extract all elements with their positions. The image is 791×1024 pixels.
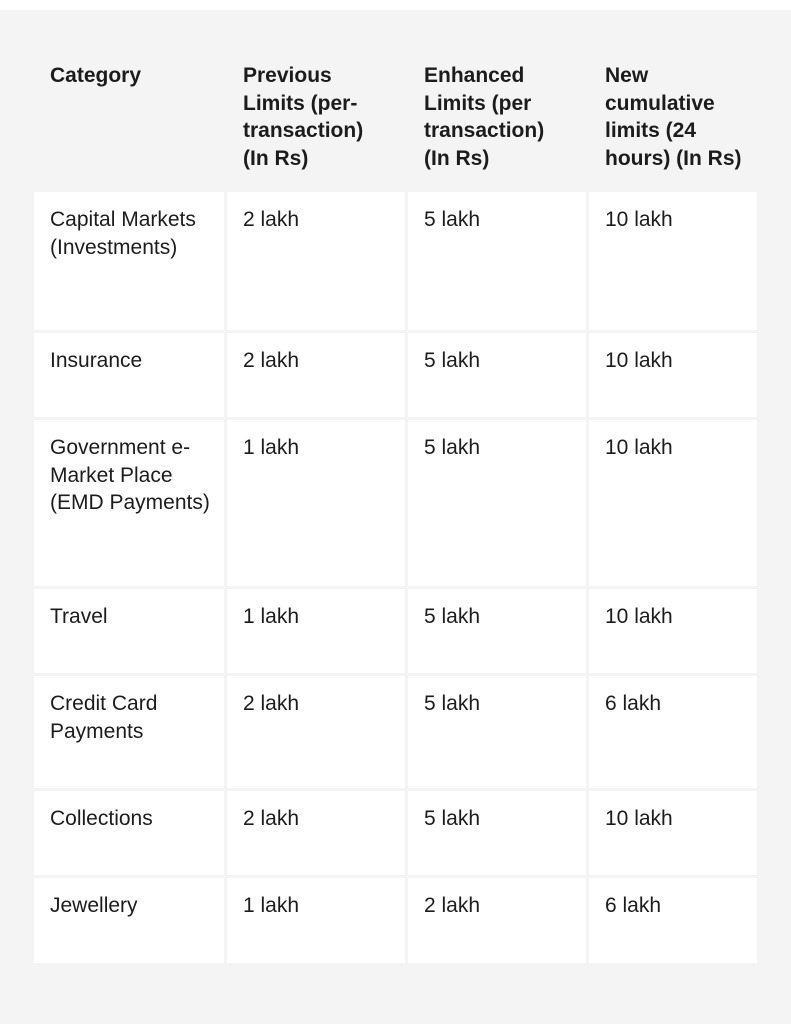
limits-table	[31, 7, 760, 966]
enhanced-limit-cell: 5 lakh	[408, 192, 586, 330]
table-row	[34, 676, 757, 788]
previous-limit-cell: 1 lakh	[227, 878, 405, 963]
table-row	[34, 589, 757, 673]
cumulative-limit-cell: 10 lakh	[589, 589, 757, 673]
limits-table-panel	[0, 10, 791, 1024]
table-header-row	[34, 10, 757, 189]
category-cell: Travel	[34, 589, 224, 673]
enhanced-limit-cell: 5 lakh	[408, 420, 586, 586]
cumulative-limit-cell: 10 lakh	[589, 333, 757, 417]
enhanced-limit-cell: 5 lakh	[408, 676, 586, 788]
header-category: Category	[34, 10, 224, 189]
enhanced-limit-cell: 5 lakh	[408, 589, 586, 673]
previous-limit-cell: 2 lakh	[227, 333, 405, 417]
cumulative-limit-cell: 10 lakh	[589, 192, 757, 330]
previous-limit-cell: 2 lakh	[227, 791, 405, 875]
previous-limit-cell: 1 lakh	[227, 589, 405, 673]
category-cell: Insurance	[34, 333, 224, 417]
previous-limit-cell: 2 lakh	[227, 192, 405, 330]
category-cell: Credit Card Payments	[34, 676, 224, 788]
enhanced-limit-cell: 5 lakh	[408, 333, 586, 417]
cumulative-limit-cell: 6 lakh	[589, 676, 757, 788]
category-cell: Jewellery	[34, 878, 224, 963]
category-cell: Collections	[34, 791, 224, 875]
enhanced-limit-cell: 5 lakh	[408, 791, 586, 875]
header-previous-limits: Previous Limits (per-transaction) (In Rs)	[227, 10, 405, 189]
cumulative-limit-cell: 10 lakh	[589, 420, 757, 586]
table-row	[34, 420, 757, 586]
previous-limit-cell: 1 lakh	[227, 420, 405, 586]
table-row	[34, 791, 757, 875]
category-cell: Government e-Market Place (EMD Payments)	[34, 420, 224, 586]
category-cell: Capital Markets (Investments)	[34, 192, 224, 330]
table-row	[34, 192, 757, 330]
enhanced-limit-cell: 2 lakh	[408, 878, 586, 963]
cumulative-limit-cell: 10 lakh	[589, 791, 757, 875]
header-enhanced-limits: Enhanced Limits (per transaction) (In Rs)	[408, 10, 586, 189]
table-row	[34, 333, 757, 417]
cumulative-limit-cell: 6 lakh	[589, 878, 757, 963]
table-row	[34, 878, 757, 963]
header-cumulative-limits: New cumulative limits (24 hours) (In Rs)	[589, 10, 757, 189]
previous-limit-cell: 2 lakh	[227, 676, 405, 788]
